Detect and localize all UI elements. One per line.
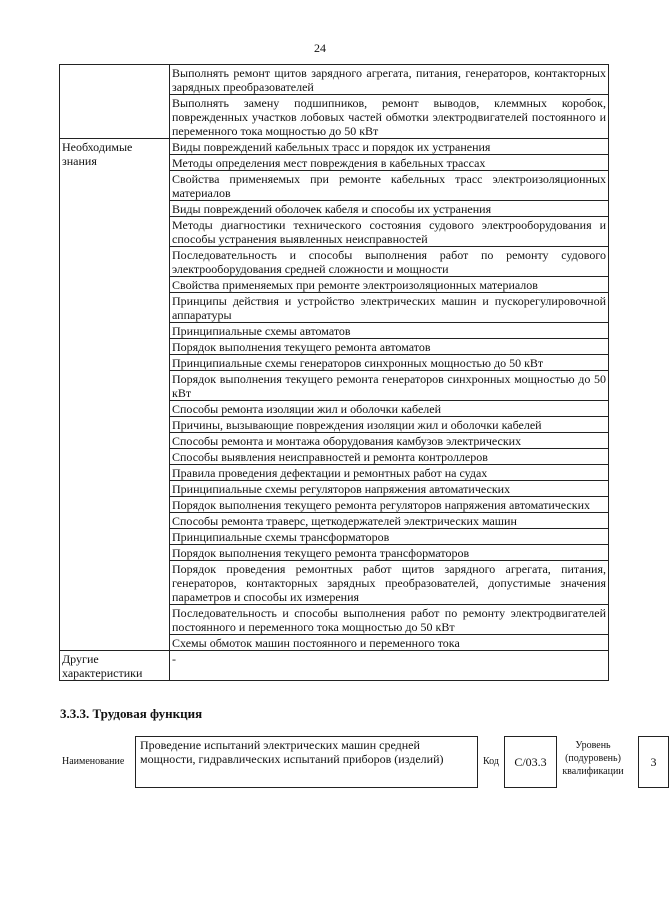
table-cell: Принципиальные схемы регуляторов напряжения автоматических: [170, 481, 609, 497]
code-label: Код: [483, 756, 499, 767]
table-cell: Принципиальные схемы трансформаторов: [170, 529, 609, 545]
table-cell: -: [170, 651, 609, 681]
table-cell: Методы диагностики технического состояния судового электрооборудования и способы устранения выявленных неисправностей: [170, 217, 609, 247]
table-cell: Принципиальные схемы генераторов синхронных мощностью до 50 кВт: [170, 355, 609, 371]
table-cell: Выполнять замену подшипников, ремонт выводов, клеммных коробок, поврежденных участков лобовых частей обмотки электродвигателей постоянного и переменного тока мощностью до 50 кВт: [170, 95, 609, 139]
row-group-label: Необходимые знания: [60, 139, 170, 651]
level-label: Уровень (подуровень) квалификации: [562, 740, 624, 777]
competency-table: [59, 64, 609, 681]
table-cell: Правила проведения дефектации и ремонтных работ на судах: [170, 465, 609, 481]
table-row: [60, 65, 609, 95]
table-cell: Последовательность и способы выполнения работ по ремонту судового электрооборудования средней сложности и мощности: [170, 247, 609, 277]
table-cell: Принципиальные схемы автоматов: [170, 323, 609, 339]
table-cell: Способы выявления неисправностей и ремонта контроллеров: [170, 449, 609, 465]
name-label: Наименование: [62, 756, 125, 767]
row-group-label: [60, 65, 170, 139]
table-cell: Методы определения мест повреждения в кабельных трассах: [170, 155, 609, 171]
table-cell: Схемы обмоток машин постоянного и переменного тока: [170, 635, 609, 651]
table-cell: Причины, вызывающие повреждения изоляции жил и оболочки кабелей: [170, 417, 609, 433]
name-value: Проведение испытаний электрических машин средней мощности, гидравлических испытаний приборов (изделий): [135, 736, 478, 788]
table-cell: Порядок выполнения текущего ремонта автоматов: [170, 339, 609, 355]
table-row: [60, 651, 609, 681]
table-cell: Способы ремонта изоляции жил и оболочки кабелей: [170, 401, 609, 417]
page-number: 24: [314, 41, 326, 55]
table-cell: Способы ремонта и монтажа оборудования камбузов электрических: [170, 433, 609, 449]
table-cell: Порядок выполнения текущего ремонта генераторов синхронных мощностью до 50 кВт: [170, 371, 609, 401]
table-cell: Порядок выполнения текущего ремонта трансформаторов: [170, 545, 609, 561]
section-heading: 3.3.3. Трудовая функция: [60, 706, 203, 721]
table-cell: Свойства применяемых при ремонте кабельных трасс электроизоляционных материалов: [170, 171, 609, 201]
table-cell: Виды повреждений кабельных трасс и порядок их устранения: [170, 139, 609, 155]
table-cell: Способы ремонта траверс, щеткодержателей электрических машин: [170, 513, 609, 529]
table-cell: Виды повреждений оболочек кабеля и способы их устранения: [170, 201, 609, 217]
table-cell: Последовательность и способы выполнения работ по ремонту электродвигателей постоянного и переменного тока мощностью до 50 кВт: [170, 605, 609, 635]
table-cell: Порядок выполнения текущего ремонта регуляторов напряжения автоматических: [170, 497, 609, 513]
level-value: 3: [638, 736, 669, 788]
table-cell: Порядок проведения ремонтных работ щитов зарядного агрегата, питания, генераторов, контакторных зарядных преобразователей, допустимые значения параметров и способы их измерения: [170, 561, 609, 605]
table-row: [60, 139, 609, 155]
table-cell: Выполнять ремонт щитов зарядного агрегата, питания, генераторов, контакторных зарядных преобразователей: [170, 65, 609, 95]
table-cell: Свойства применяемых при ремонте электроизоляционных материалов: [170, 277, 609, 293]
table-cell: Принципы действия и устройство электрических машин и пускорегулировочной аппаратуры: [170, 293, 609, 323]
code-value: С/03.3: [504, 736, 557, 788]
labor-function-block: [59, 736, 657, 788]
row-group-label: Другие характеристики: [60, 651, 170, 681]
